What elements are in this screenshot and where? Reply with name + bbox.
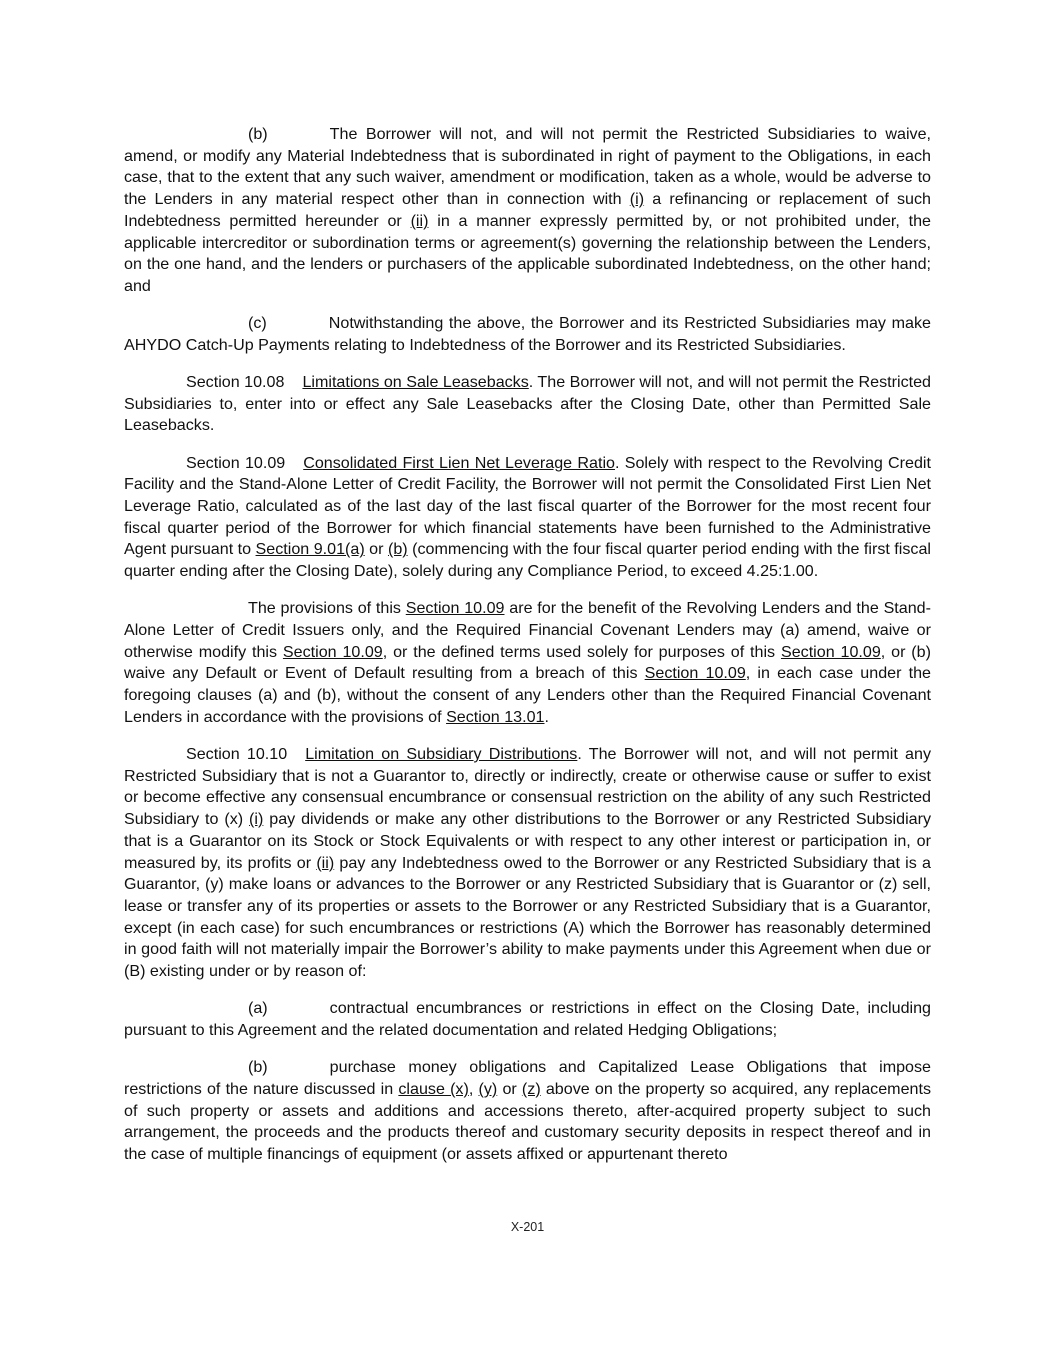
section-10-08: Section 10.08 Limitations on Sale Leasebacks. The Borrower will not, and will not permit the Restricted Subsidiaries to, enter into or effect any Sale Leasebacks after the Closing Date, other than Permitted Sale Leasebacks. [124,373,931,435]
section-number: Section 10.09 [186,453,286,472]
paragraph-c-ahydo: (c) Notwithstanding the above, the Borrower and its Restricted Subsidiaries may make AHYDO Catch-Up Payments relating to Indebtedness of the Borrower and its Restricted Subsidiaries. [124,314,931,354]
paragraph-b-purchase-money: (b) purchase money obligations and Capitalized Lease Obligations that impose restrictions of the nature discussed in clause (x), (y) or (z) above on the property so acquired, any replacements of such property or assets and additions and accessions thereto, after-acquired property subject to such arrangement, the proceeds and the products thereof and customary security deposits in respect thereof and in the case of multiple financings of equipment (or assets affixed or appurtenant thereto [124,1058,931,1164]
section-title: Consolidated First Lien Net Leverage Ratio [303,453,615,472]
section-title: Limitations on Sale Leasebacks [302,373,529,392]
clause-reference: clause (x) [398,1079,469,1098]
document-page [124,124,931,1166]
section-reference: Section 9.01(a) [255,540,365,559]
clause-reference: (i) [249,810,264,829]
section-reference: Section 10.09 [405,599,505,618]
section-reference: Section 13.01 [446,707,545,726]
clause-reference: (ii) [316,853,335,872]
page-number: X-201 [510,1220,545,1234]
paragraph-provisions: The provisions of this Section 10.09 are for the benefit of the Revolving Lenders and the Stand-Alone Letter of Credit Issuers only, and the Required Financial Covenant Lenders may (a) amend, waive or otherwise modify this Section 10.09, or the defined terms used solely for purposes of this Section 10.09, or (b) waive any Default or Event of Default resulting from a breach of this Section 10.09, in each case under the foregoing clauses (a) and (b), without the consent of any Lenders other than the Required Financial Covenant Lenders in accordance with the provisions of Section 13.01. [124,599,931,726]
section-reference: Section 10.09 [644,664,746,683]
section-number: Section 10.08 [186,373,285,392]
clause-label: (a) [248,999,268,1018]
clause-reference: (y) [478,1079,498,1098]
section-10-10: Section 10.10 Limitation on Subsidiary Distributions. The Borrower will not, and will not permit any Restricted Subsidiary that is not a Guarantor to, directly or indirectly, create or otherwise cause or suffer to exist or become effective any consensual encumbrance or consensual restriction on the ability of any such Restricted Subsidiary to (x) (i) pay dividends or make any other distributions to the Borrower or any Restricted Subsidiary that is a Guarantor on its Stock or Stock Equivalents or with respect to any other interest or participation in, or measured by, its profits or (ii) pay any Indebtedness owed to the Borrower or any Restricted Subsidiary that is a Guarantor, (y) make loans or advances to the Borrower or any Restricted Subsidiary that is Guarantor or (z) sell, lease or transfer any of its properties or assets to the Borrower or any Restricted Subsidiary that is a Guarantor, except (in each case) for such encumbrances or restrictions (A) which the Borrower has reasonably determined in good faith will not materially impair the Borrower’s ability to make payments under this Agreement when due or (B) existing under or by reason of: [124,745,932,981]
clause-reference: (ii) [410,211,429,230]
section-reference: Section 10.09 [780,642,881,661]
clause-reference: (z) [521,1079,541,1098]
section-title: Limitation on Subsidiary Distributions [305,745,578,764]
clause-label: (b) [248,125,268,143]
clause-label: (b) [248,1058,268,1077]
section-reference: (b) [387,540,408,559]
paragraph-a-contractual: (a) contractual encumbrances or restrictions in effect on the Closing Date, including pursuant to this Agreement and the related documentation and related Hedging Obligations; [124,999,931,1040]
clause-reference: (i) [629,190,645,209]
clause-label: (c) [248,314,267,333]
section-number: Section 10.10 [186,745,288,764]
paragraph-b-amendments: (b) The Borrower will not, and will not permit the Restricted Subsidiaries to waive, amend, or modify any Material Indebtedness that is subordinated in right of payment to the Obligations, in each case, that to the extent that any such waiver, amendment or modification, taken as a whole, would be adverse to the Lenders in any material respect other than in connection with (i) a refinancing or replacement of such Indebtedness permitted hereunder or (ii) in a manner expressly permitted by, or not prohibited under, the applicable intercreditor or subordination terms or agreement(s) governing the relationship between the Lenders, on the one hand, and the lenders or purchasers of the applicable subordinated Indebtedness, on the other hand; and [124,125,931,295]
section-reference: Section 10.09 [282,642,383,661]
section-10-09: Section 10.09 Consolidated First Lien Net Leverage Ratio. Solely with respect to the Revolving Credit Facility and the Stand-Alone Letter of Credit Facility, the Borrower will not permit the Consolidated First Lien Net Leverage Ratio, calculated as of the last day of the last fiscal quarter of the Borrower for the most recent four fiscal quarter period of the Borrower for which financial statements have been furnished to the Administrative Agent pursuant to Section 9.01(a) or (b) (commencing with the four fiscal quarter period ending with the first fiscal quarter ending after the Closing Date), solely during any Compliance Period, to exceed 4.25:1.00. [124,453,931,581]
